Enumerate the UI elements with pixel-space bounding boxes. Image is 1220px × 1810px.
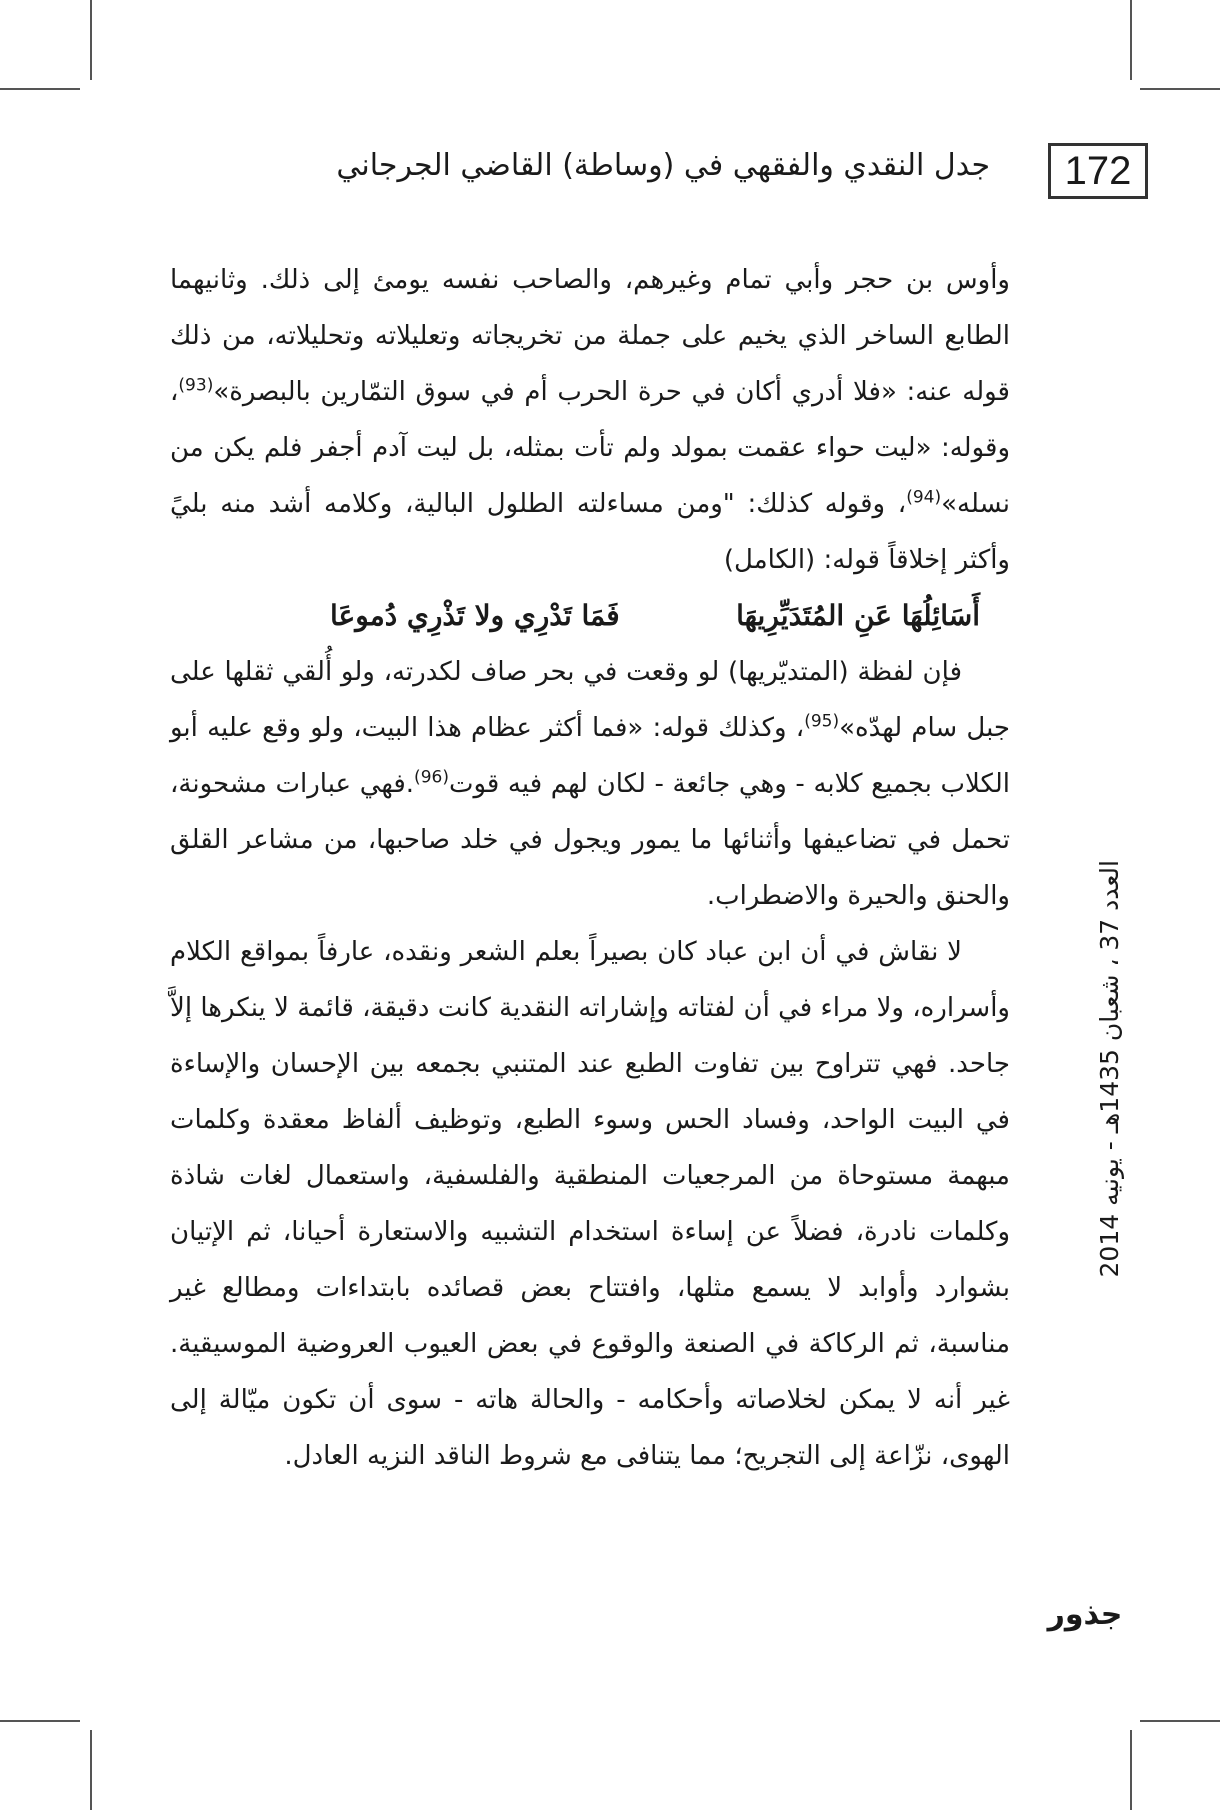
- footnote-ref: (93): [178, 375, 214, 396]
- text-run: .فهي عبارات مشحونة، تحمل في تضاعيفها وأثنائها ما يمور ويجول في خلد صاحبها، من مشاعر القلق والحنق والحيرة والاضطراب.: [170, 769, 1010, 911]
- text-run: ، وقوله كذلك: "ومن مساءلته الطلول البالية، وكلامه أشد منه بليً وأكثر إخلاقاً قوله: (الكامل): [170, 489, 1010, 575]
- crop-mark: [1140, 1720, 1220, 1722]
- crop-mark: [90, 0, 92, 80]
- journal-logo: جذور: [1047, 1597, 1123, 1632]
- crop-mark: [1130, 0, 1132, 80]
- paragraph: [170, 644, 1010, 924]
- text-run: وأوس بن حجر وأبي تمام وغيرهم، والصاحب نفسه يومئ إلى ذلك. وثانيهما الطابع الساخر الذي يخيم على جملة من تخريجاته وتعليلاته وتحليلاته، من ذلك قوله عنه: «فلا أدري أكان في حرة الحرب أم في سوق التمّارين بالبصرة»: [170, 265, 1010, 407]
- crop-mark: [90, 1730, 92, 1810]
- footnote-ref: (95): [804, 711, 840, 732]
- footnote-ref: (94): [906, 487, 942, 508]
- page-number: 172: [1048, 143, 1148, 199]
- paragraph: [170, 252, 1010, 588]
- issue-info: العدد 37 ، شعبان 1435هـ - يونيه 2014: [1095, 860, 1124, 1278]
- verse-first-hemistich: أَسَائِلُهَا عَنِ المُتَدَيِّرِيهَا: [736, 599, 980, 632]
- crop-mark: [1130, 1730, 1132, 1810]
- running-header-title: جدل النقدي والفقهي في (وساطة) القاضي الجرجاني: [336, 148, 990, 183]
- footnote-ref: (96): [414, 767, 449, 788]
- text-run: ، وقوله: «ليت حواء عقمت بمولد ولم تأت بمثله، بل ليت آدم أجفر فلم يكن من نسله»: [170, 377, 1010, 519]
- text-run: ، وكذلك قوله: «فما أكثر عظام هذا البيت، ولو وقع عليه أبو الكلاب بجميع كلابه - وهي جائعة - لكان لهم فيه قوت: [170, 713, 1010, 799]
- verse-second-hemistich: فَمَا تَدْرِي ولا تَذْرِي دُموعَا: [330, 599, 620, 632]
- article-body: [170, 252, 1010, 1484]
- poetry-verse: [170, 588, 1010, 644]
- text-run: فإن لفظة (المتديّريها) لو وقعت في بحر صاف لكدرته، ولو أُلقي ثقلها على جبل سام لهدّه»: [170, 657, 1011, 743]
- crop-mark: [0, 1720, 80, 1722]
- crop-mark: [1140, 88, 1220, 90]
- paragraph: لا نقاش في أن ابن عباد كان بصيراً بعلم الشعر ونقده، عارفاً بمواقع الكلام وأسراره، ولا مراء في أن لفتاته وإشاراته النقدية كانت دقيقة، قائمة لا ينكرها إلاَّ جاحد. فهي تتراوح بين تفاوت الطبع عند المتنبي بجمعه بين الإحسان والإساءة في البيت الواحد، وفساد الحس وسوء الطبع، وتوظيف ألفاظ معقدة وكلمات مبهمة مستوحاة من المرجعيات المنطقية والفلسفية، واستعمال لغات شاذة وكلمات نادرة، فضلاً عن إساءة استخدام التشبيه والاستعارة أحيانا، ثم الإتيان بشوارد وأوابد لا يسمع مثلها، وافتتاح بعض قصائده بابتداءات ومطالع غير مناسبة، ثم الركاكة في الصنعة والوقوع في بعض العيوب العروضية الموسيقية. غير أنه لا يمكن لخلاصاته وأحكامه - والحالة هاته - سوى أن تكون ميّالة إلى الهوى، نزّاعة إلى التجريح؛ مما يتنافى مع شروط الناقد النزيه العادل.: [170, 937, 1010, 1471]
- crop-mark: [0, 88, 80, 90]
